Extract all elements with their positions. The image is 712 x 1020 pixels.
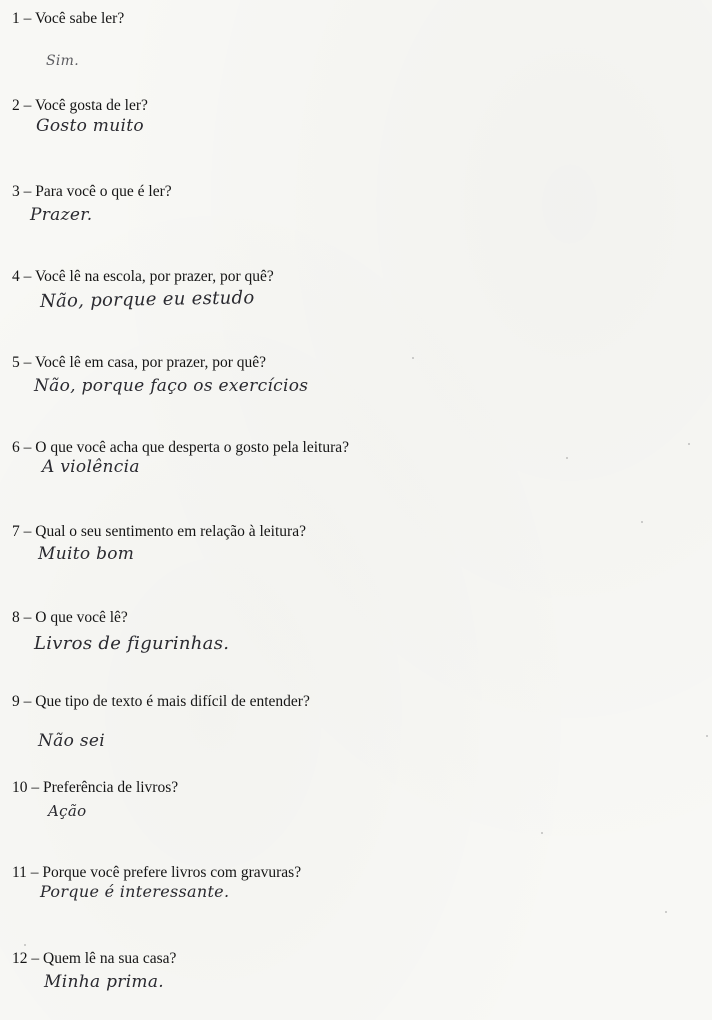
handwritten-answer: Não, porque faço os exercícios — [34, 376, 309, 396]
question-text: 10 – Preferência de livros? — [12, 779, 179, 796]
handwritten-answer: Muito bom — [38, 544, 135, 564]
scan-speck — [688, 443, 690, 445]
scan-speck — [566, 457, 568, 459]
question-text: 9 – Que tipo de texto é mais difícil de entender? — [12, 693, 310, 710]
question-text: 5 – Você lê em casa, por prazer, por quê? — [12, 354, 267, 371]
question-text: 3 – Para você o que é ler? — [12, 183, 172, 200]
scan-speck — [541, 832, 543, 834]
handwritten-answer: Ação — [48, 802, 87, 820]
scan-speck — [24, 944, 26, 946]
question-text: 6 – O que você acha que desperta o gosto pela leitura? — [12, 439, 349, 456]
handwritten-answer: Minha prima. — [44, 972, 164, 992]
handwritten-answer: Livros de figurinhas. — [34, 633, 230, 654]
handwritten-answer: A violência — [42, 457, 140, 477]
question-text: 11 – Porque você prefere livros com gravuras? — [12, 864, 302, 881]
handwritten-answer: Não, porque eu estudo — [39, 287, 255, 312]
scan-speck — [706, 735, 708, 737]
handwritten-answer: Prazer. — [30, 205, 93, 225]
handwritten-answer: Não sei — [38, 731, 105, 751]
handwritten-answer: Gosto muito — [36, 116, 144, 136]
scan-speck — [641, 521, 643, 523]
scan-speck — [412, 357, 414, 359]
question-text: 1 – Você sabe ler? — [12, 10, 125, 27]
handwritten-answer: Porque é interessante. — [40, 882, 230, 901]
question-text: 12 – Quem lê na sua casa? — [12, 950, 177, 967]
question-text: 2 – Você gosta de ler? — [12, 97, 148, 114]
scan-speck — [665, 911, 667, 913]
question-text: 8 – O que você lê? — [12, 609, 128, 626]
question-text: 7 – Qual o seu sentimento em relação à leitura? — [12, 523, 306, 540]
question-text: 4 – Você lê na escola, por prazer, por quê? — [12, 268, 274, 285]
handwritten-answer: Sim. — [46, 53, 79, 69]
